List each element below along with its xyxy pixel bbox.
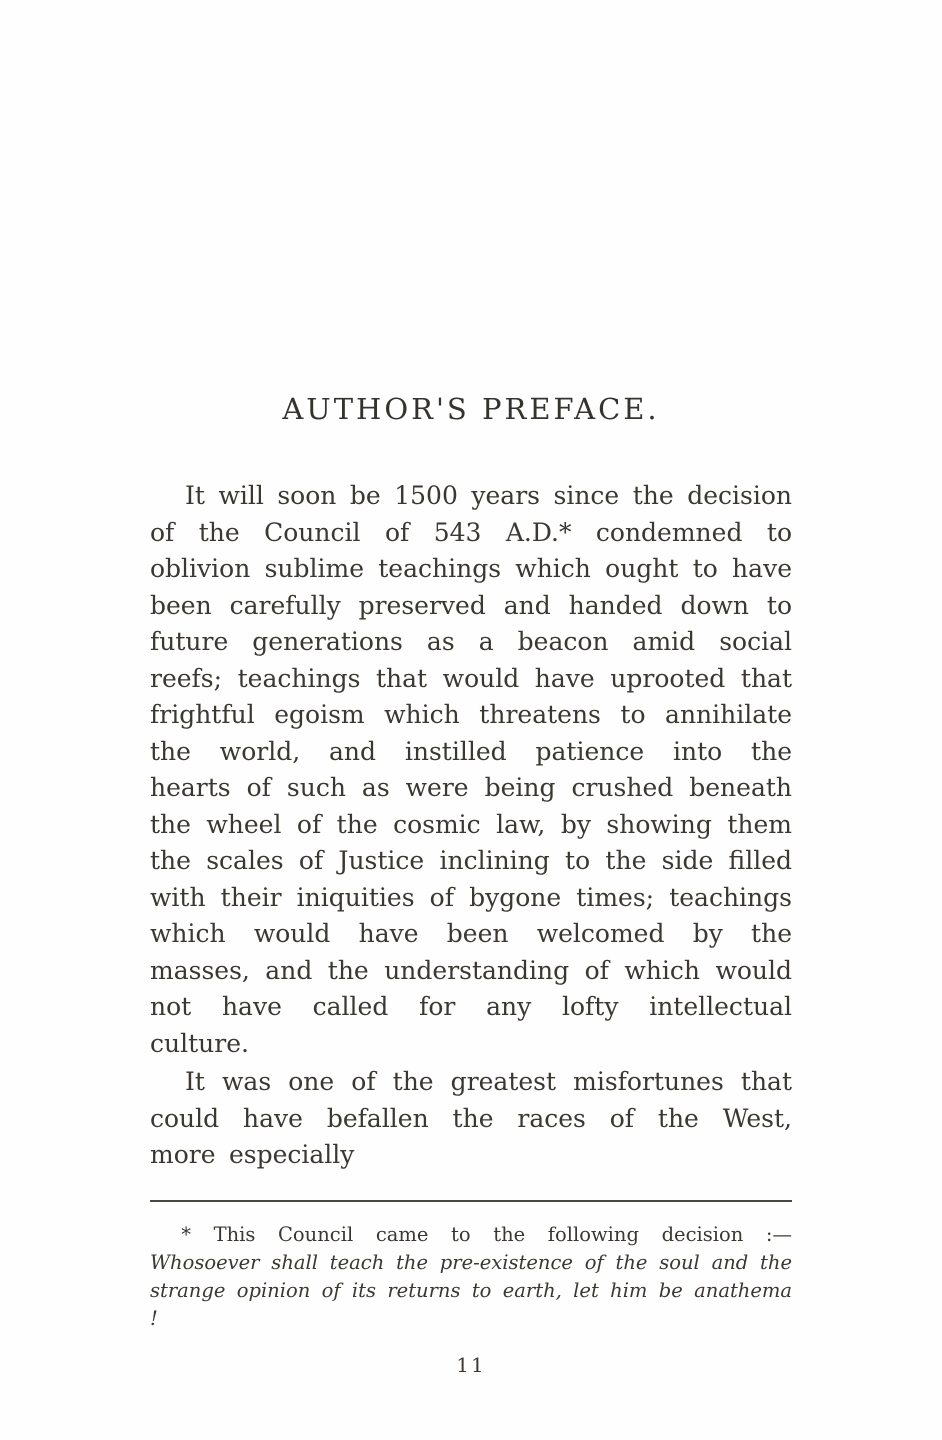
footnote <box>150 1221 792 1333</box>
page-number: 11 <box>456 1352 486 1377</box>
text-block <box>150 392 792 1377</box>
footnote-divider <box>150 1200 792 1202</box>
footnote-marker: * <box>181 1223 214 1246</box>
paragraph: It was one of the greatest misfortunes that could have befallen the races of the West, more especially <box>150 1067 792 1169</box>
page-title: AUTHOR'S PREFACE. <box>282 392 660 426</box>
footnote-text: This Council came to the following decision :— <box>213 1223 792 1246</box>
footnote-italic-text: Whosoever shall teach the pre-existence of the soul and the strange opinion of its returns to earth, let him be anathema ! <box>150 1251 792 1330</box>
paragraph: It will soon be 1500 years since the decision of the Council of 543 A.D.* condemned to oblivion sublime teachings which ought to have been carefully preserved and handed down to future generations as a beacon amid social reefs; teachings that would have uprooted that frightful egoism which threatens to annihilate the world, and instilled patience into the hearts of such as were being crushed beneath the wheel of the cosmic law, by showing them the scales of Justice inclining to the side filled with their iniquities of bygone times; teachings which would have been welcomed by the masses, and the understanding of which would not have called for any lofty intellectual culture. <box>150 481 792 1058</box>
footnote-section <box>150 1200 792 1334</box>
